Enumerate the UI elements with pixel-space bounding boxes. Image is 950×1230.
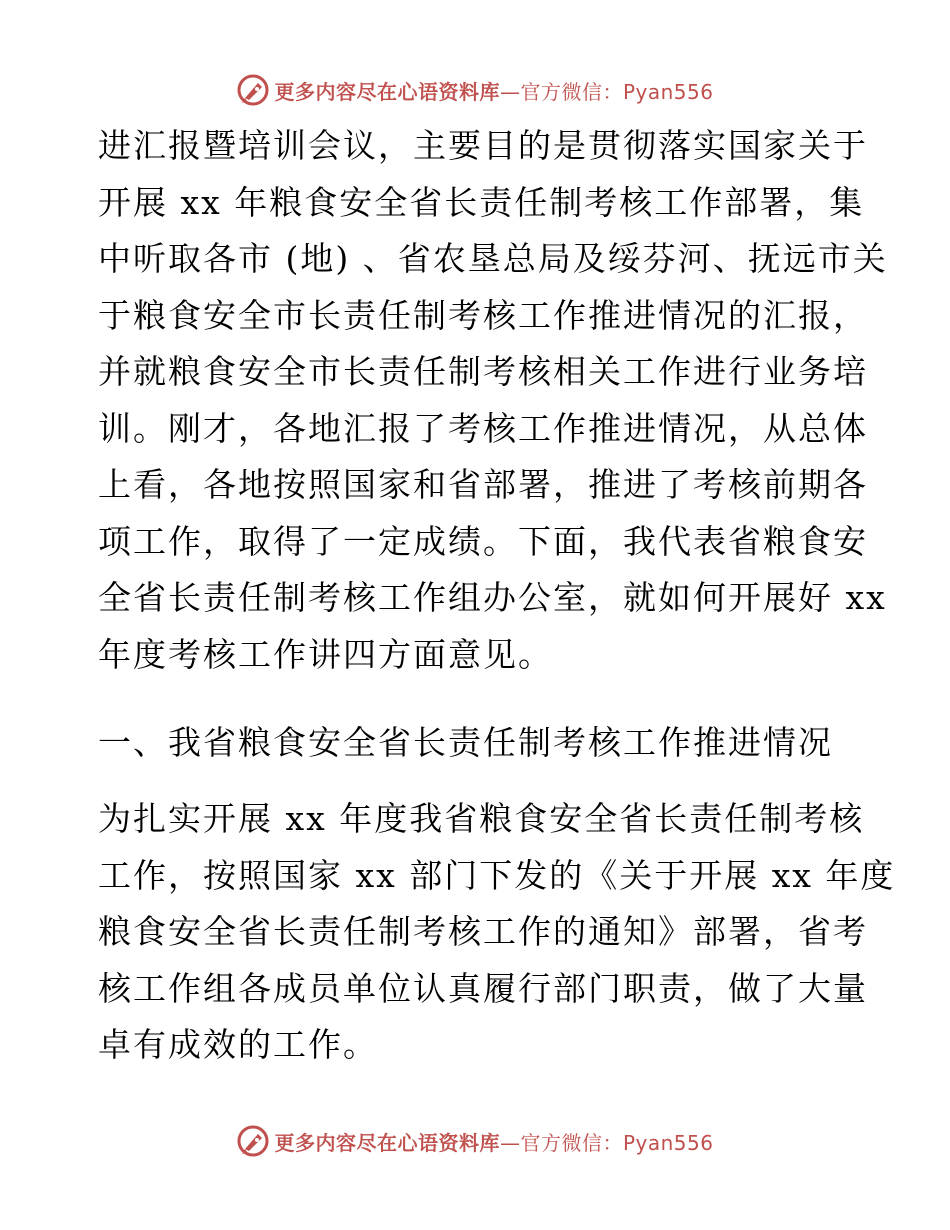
paragraph-line: 卓有成效的工作。 [98, 1025, 378, 1064]
section-heading: 一、我省粮食安全省长责任制考核工作推进情况 [98, 723, 833, 762]
paragraph-line: 年度考核工作讲四方面意见。 [98, 634, 553, 674]
paragraph-line: 核工作组各成员单位认真履行部门职责，做了大量 [98, 968, 868, 1008]
paragraph-line: 粮食安全省长责任制考核工作的通知》部署，省考 [98, 912, 868, 951]
paragraph-line: 训。刚才，各地汇报了考核工作推进情况，从总体 [98, 408, 868, 448]
header-contact-text: —官方微信：Pyan556 [499, 79, 714, 104]
header-brand-text: 更多内容尽在心语资料库 [274, 79, 500, 104]
body-paragraph-2 [98, 791, 896, 1074]
paragraph-line: 于粮食安全市长责任制考核工作推进情况的汇报， [98, 295, 868, 335]
footer-brand-text: 更多内容尽在心语资料库 [274, 1130, 500, 1155]
paragraph-line: 上看，各地按照国家和省部署，推进了考核前期各 [98, 465, 868, 504]
footer-banner [0, 1121, 950, 1161]
footer-contact-text: —官方微信：Pyan556 [499, 1130, 714, 1155]
body-paragraph-1 [98, 118, 888, 683]
paragraph-line: 为扎实开展 xx 年度我省粮食安全省长责任制考核 [98, 799, 865, 838]
pen-nib-logo-icon [236, 1124, 270, 1158]
paragraph-line: 中听取各市 (地) 、省农垦总局及绥芬河、抚远市关 [98, 239, 888, 278]
paragraph-line: 全省长责任制考核工作组办公室，就如何开展好 xx [98, 578, 887, 617]
paragraph-line: 进汇报暨培训会议，主要目的是贯彻落实国家关于 [98, 126, 868, 165]
paragraph-line: 并就粮食安全市长责任制考核相关工作进行业务培 [98, 352, 868, 391]
paragraph-line: 工作，按照国家 xx 部门下发的《关于开展 xx 年度 [98, 855, 896, 895]
pen-nib-logo-icon [236, 73, 270, 107]
paragraph-line: 开展 xx 年粮食安全省长责任制考核工作部署，集 [98, 182, 865, 222]
paragraph-line: 项工作，取得了一定成绩。下面，我代表省粮食安 [98, 521, 868, 561]
header-banner [0, 70, 950, 110]
